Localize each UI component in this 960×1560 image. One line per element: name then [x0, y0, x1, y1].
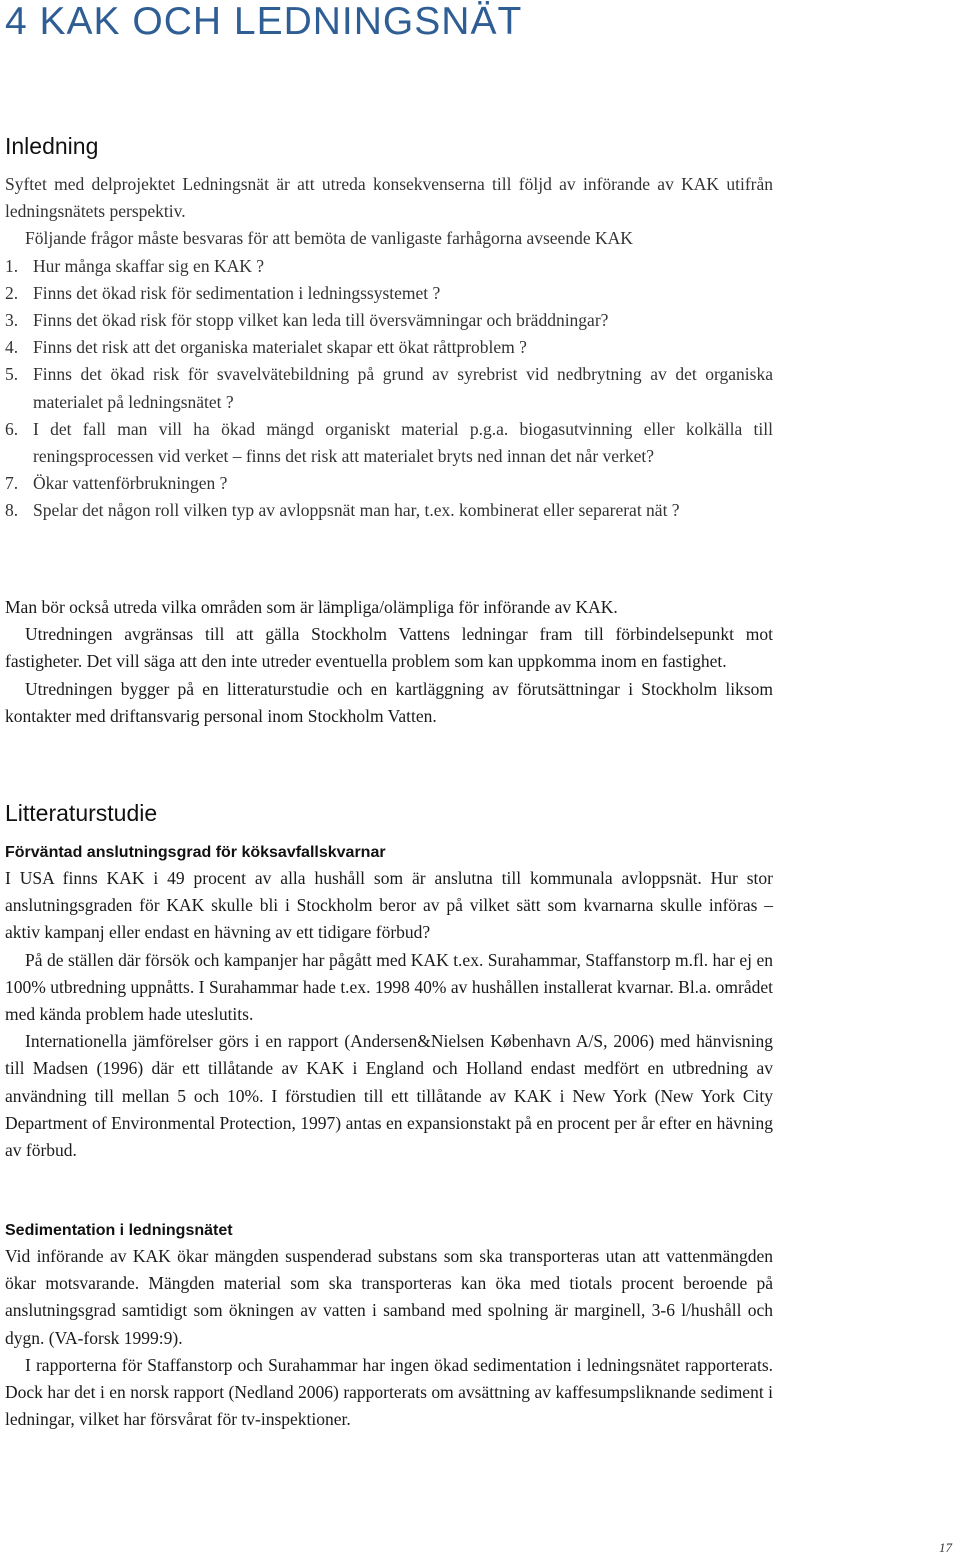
- intro-lead-paragraph: Syftet med delprojektet Ledningsnät är att utreda konsekvenserna till följd av införande av KAK utifrån ledningsnätets perspektiv.: [5, 174, 773, 222]
- list-item: 3. Finns det ökad risk för stopp vilket kan leda till översvämningar och bräddningar?: [5, 310, 609, 331]
- subsection-heading-sedimentation: Sedimentation i ledningsnätet: [5, 1222, 233, 1239]
- question-list: [5, 253, 773, 525]
- intro-paragraph-1: Man bör också utreda vilka områden som är lämpliga/olämpliga för införande av KAK.: [5, 597, 618, 617]
- questions-lead: Följande frågor måste besvaras för att bemöta de vanligaste farhågorna avseende KAK: [25, 228, 633, 249]
- intro-block: [5, 171, 773, 525]
- list-item: 2. Finns det ökad risk för sedimentation i ledningssystemet ?: [5, 282, 441, 303]
- anslutningsgrad-paragraph-1: I USA finns KAK i 49 procent av alla hushåll som är anslutna till kommunala avloppsnät. Hur stor anslutningsgraden för KAK skulle bli i Stockholm beror av på vilket sätt som kvarnarna skulle införas – aktiv kampanj eller endast en hävning av ett tidigare förbud?: [5, 868, 773, 943]
- chapter-title: 4 KAK OCH LEDNINGSNÄT: [5, 0, 523, 43]
- list-item: 5. Finns det ökad risk för svavelvätebildning på grund av syrebrist vid nedbrytning av det organiska materialet på ledningsnätet ?: [5, 364, 773, 412]
- section-heading-litteraturstudie: Litteraturstudie: [5, 800, 158, 826]
- sedimentation-block: [5, 1243, 773, 1433]
- page-number: 17: [939, 1540, 952, 1555]
- list-item: 4. Finns det risk att det organiska materialet skapar ett ökat råttproblem ?: [5, 337, 527, 358]
- list-item: 7. Ökar vattenförbrukningen ?: [5, 473, 228, 494]
- sedimentation-paragraph-1: Vid införande av KAK ökar mängden suspenderad substans som ska transporteras utan att vattenmängden ökar motsvarande. Mängden material som ska transporteras kan öka med tiotals procent beroende på anslutningsgrad samtidigt som ökningen av vatten i samband med spolning är marginell, 3-6 l/hushåll och dygn. (VA-forsk 1999:9).: [5, 1246, 773, 1348]
- list-item: 6. I det fall man vill ha ökad mängd organiskt material p.g.a. biogasutvinning eller kolkälla till reningsprocessen vid verket – finns det risk att materialet bryts ned innan det når verket?: [5, 418, 773, 467]
- intro-paragraph-3: Utredningen bygger på en litteraturstudie och en kartläggning av förutsättningar i Stockholm liksom kontakter med driftansvarig personal inom Stockholm Vatten.: [5, 678, 773, 726]
- intro-paragraph-2: Utredningen avgränsas till att gälla Stockholm Vattens ledningar fram till förbindelsepunkt mot fastigheter. Det vill säga att den inte utreder eventuella problem som kan uppkomma inom en fastighet.: [5, 624, 773, 672]
- anslutningsgrad-paragraph-3: Internationella jämförelser görs i en rapport (Andersen&Nielsen København A/S, 2006) med hänvisning till Madsen (1996) där ett tillåtande av KAK i England och Holland endast medfört en utbredning av användning till mellan 5 och 10%. I förstudien till ett tillåtande av KAK i New York (New York City Department of Environmental Protection, 1997) antas en expansionstakt på en procent per år efter en hävning av förbud.: [5, 1031, 773, 1161]
- anslutningsgrad-paragraph-2: På de ställen där försök och kampanjer har pågått med KAK t.ex. Surahammar, Staffanstorp m.fl. har ej en 100% utbredning uppnåtts. I Surahammar hade t.ex. 1998 40% av hushållen installerat kvarnar. Bl.a. området med kända problem hade uteslutits.: [5, 949, 773, 1025]
- anslutningsgrad-block: [5, 865, 773, 1164]
- intro-paragraphs: [5, 594, 773, 730]
- sedimentation-paragraph-2: I rapporterna för Staffanstorp och Surahammar har ingen ökad sedimentation i ledningsnätet rapporterats. Dock har det i en norsk rapport (Nedland 2006) rapporterats om avsättning av kaffesumpsliknande sediment i ledningar, vilket har försvårat för tv-inspektioner.: [5, 1354, 773, 1430]
- subsection-heading-anslutningsgrad: Förväntad anslutningsgrad för köksavfallskvarnar: [5, 844, 386, 861]
- list-item: 1. Hur många skaffar sig en KAK ?: [5, 255, 264, 276]
- section-heading-inledning: Inledning: [5, 133, 99, 159]
- list-item: 8. Spelar det någon roll vilken typ av avloppsnät man har, t.ex. kombinerat eller separerat nät ?: [5, 500, 680, 521]
